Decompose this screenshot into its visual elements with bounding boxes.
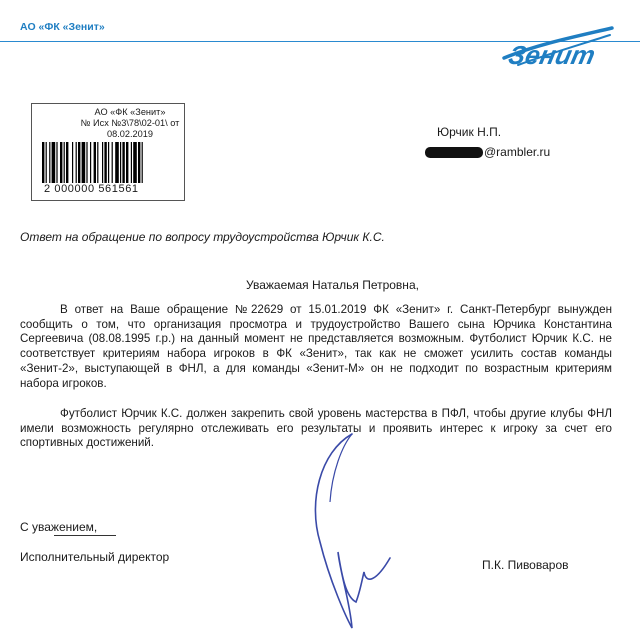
barcode-bar xyxy=(82,142,86,183)
signer-position: Исполнительный директор xyxy=(20,550,170,564)
barcode-bar xyxy=(86,142,87,183)
logo-wordmark: Зенит xyxy=(505,40,598,70)
closing-text: С уважением, xyxy=(20,520,98,534)
stamp-text xyxy=(78,107,182,140)
barcode-bar xyxy=(142,142,143,183)
barcode-bar xyxy=(131,142,132,183)
letter-subject: Ответ на обращение по вопросу трудоустройства Юрчик К.С. xyxy=(20,230,385,244)
barcode-bar xyxy=(94,142,96,183)
barcode-bar xyxy=(112,142,113,183)
redaction-mark xyxy=(425,147,483,158)
recipient-email xyxy=(425,145,550,159)
barcode-bar xyxy=(126,142,128,183)
stamp-org: АО «ФК «Зенит» xyxy=(94,107,166,117)
zenit-logo xyxy=(498,22,616,80)
email-domain: @rambler.ru xyxy=(484,145,551,159)
barcode-bar xyxy=(104,142,106,183)
barcode xyxy=(42,142,178,183)
closing-underline xyxy=(54,535,116,536)
barcode-bar xyxy=(49,142,50,183)
barcode-bar xyxy=(108,142,109,183)
registration-stamp xyxy=(31,103,185,201)
barcode-bar xyxy=(120,142,121,183)
stamp-ref-number: № Исх №3\78\02-01\ от xyxy=(80,118,180,128)
barcode-bar xyxy=(115,142,119,183)
barcode-bar xyxy=(138,142,140,183)
barcode-bar xyxy=(64,142,65,183)
barcode-bar xyxy=(78,142,80,183)
salutation: Уважаемая Наталья Петровна, xyxy=(246,278,419,292)
barcode-bar xyxy=(133,142,137,183)
signature xyxy=(290,432,400,632)
barcode-bar xyxy=(90,142,91,183)
barcode-bar xyxy=(72,142,73,183)
closing xyxy=(20,520,97,534)
stamp-date: 08.02.2019 xyxy=(107,129,153,139)
barcode-bar xyxy=(46,142,47,183)
barcode-bar xyxy=(42,142,44,183)
barcode-bar xyxy=(97,142,98,183)
body-paragraph-2: Футболист Юрчик К.С. должен закрепить свой уровень мастерства в ПФЛ, чтобы другие клубы ФНЛ имели возможность регулярно отслеживать его результаты и проявить интерес к игроку за счет его спортивных достижений. xyxy=(20,407,612,450)
barcode-bar xyxy=(122,142,124,183)
recipient-name: Юрчик Н.П. xyxy=(437,125,502,139)
body-paragraph-1: В ответ на Ваше обращение №22629 от 15.01.2019 ФК «Зенит» г. Санкт-Петербург вынужден сообщить о том, что организация просмотра и трудоустройство Вашего сына Юрчика Константина Сергеевича (08.08.1995 г.р.) на данный момент не представляется возможным. Футболист Юрчик К.С. не соответствует критериям набора игроков в ФК «Зенит», так как не сможет усилить состав команды «Зенит-2», выступающей в ФНЛ, а для команды «Зенит-М» он не подходит по возрастным критериям набора игроков. xyxy=(20,303,612,390)
barcode-number: 2 000000 561561 xyxy=(44,183,139,195)
barcode-bar xyxy=(76,142,77,183)
barcode-bar xyxy=(60,142,62,183)
barcode-bar xyxy=(56,142,57,183)
organization-header: АО «ФК «Зенит» xyxy=(20,21,105,33)
barcode-bar xyxy=(52,142,56,183)
barcode-bar xyxy=(66,142,68,183)
signer-name: П.К. Пивоваров xyxy=(482,558,569,572)
barcode-bar xyxy=(102,142,103,183)
